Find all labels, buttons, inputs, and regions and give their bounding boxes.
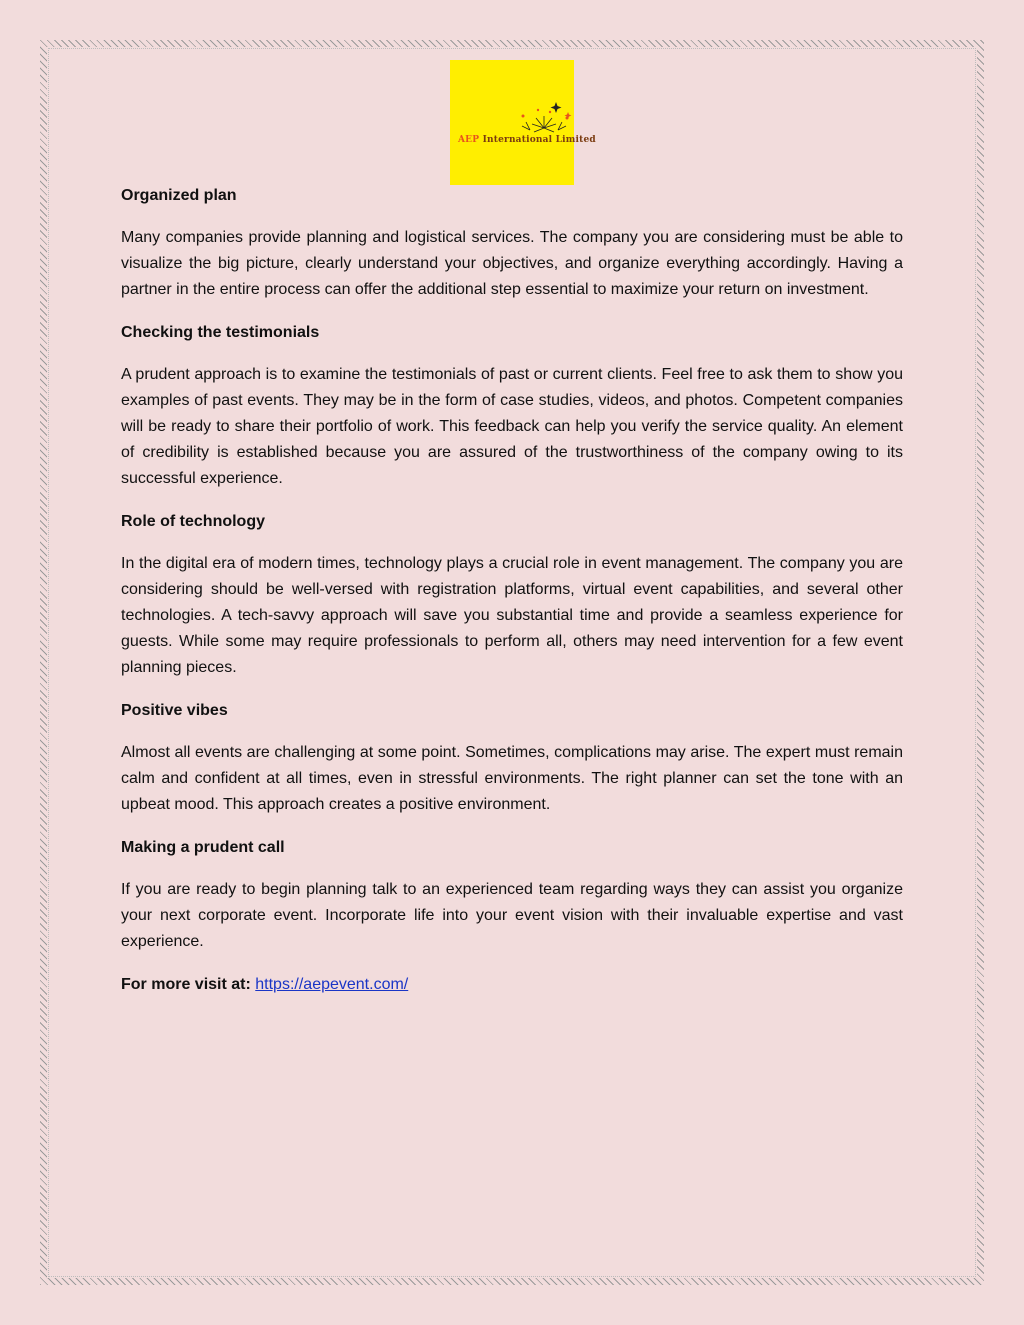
section-body-prudent-call: If you are ready to begin planning talk to an experienced team regarding ways they can assist you organize your next corporate event. Incorporate life into your event vision with their invaluable expertise and vast experience.	[121, 881, 903, 950]
article-body	[121, 183, 903, 998]
section-body-positive-vibes: Almost all events are challenging at some point. Sometimes, complications may arise. The expert must remain calm and confident at all times, even in stressful environments. The right planner can set the tone with an upbeat mood. This approach creates a positive environment.	[121, 744, 903, 813]
section-body-testimonials: A prudent approach is to examine the testimonials of past or current clients. Feel free to ask them to show you examples of past events. They may be in the form of case studies, videos, and photos. Competent companies will be ready to share their portfolio of work. This feedback can help you verify the service quality. An element of credibility is established because you are assured of the trustworthiness of the company owing to its successful experience.	[121, 366, 903, 487]
section-body-technology: In the digital era of modern times, technology plays a crucial role in event management. The company you are considering should be well-versed with registration platforms, virtual event capabilities, and several other technologies. A tech-savvy approach will save you substantial time and provide a seamless experience for guests. While some may require professionals to perform all, others may need intervention for a few event planning pieces.	[121, 555, 903, 676]
visit-label: For more visit at:	[121, 976, 251, 993]
section-heading-technology: Role of technology	[121, 513, 265, 530]
section-heading-testimonials: Checking the testimonials	[121, 324, 320, 341]
logo-wordmark	[458, 135, 596, 145]
section-heading-positive-vibes: Positive vibes	[121, 702, 228, 719]
website-link[interactable]: https://aepevent.com/	[255, 976, 409, 993]
section-heading-prudent-call: Making a prudent call	[121, 839, 285, 856]
section-body-organized-plan: Many companies provide planning and logistical services. The company you are considering must be able to visualize the big picture, clearly understand your objectives, and organize everything accordingly. Having a partner in the entire process can offer the additional step essential to maximize your return on investment.	[121, 229, 903, 298]
company-logo	[450, 60, 596, 185]
logo-brand: AEP	[458, 135, 480, 145]
section-heading-organized-plan: Organized plan	[121, 187, 237, 204]
logo-name: International Limited	[482, 135, 596, 145]
visit-line	[121, 972, 903, 998]
fireworks-icon	[450, 60, 574, 185]
